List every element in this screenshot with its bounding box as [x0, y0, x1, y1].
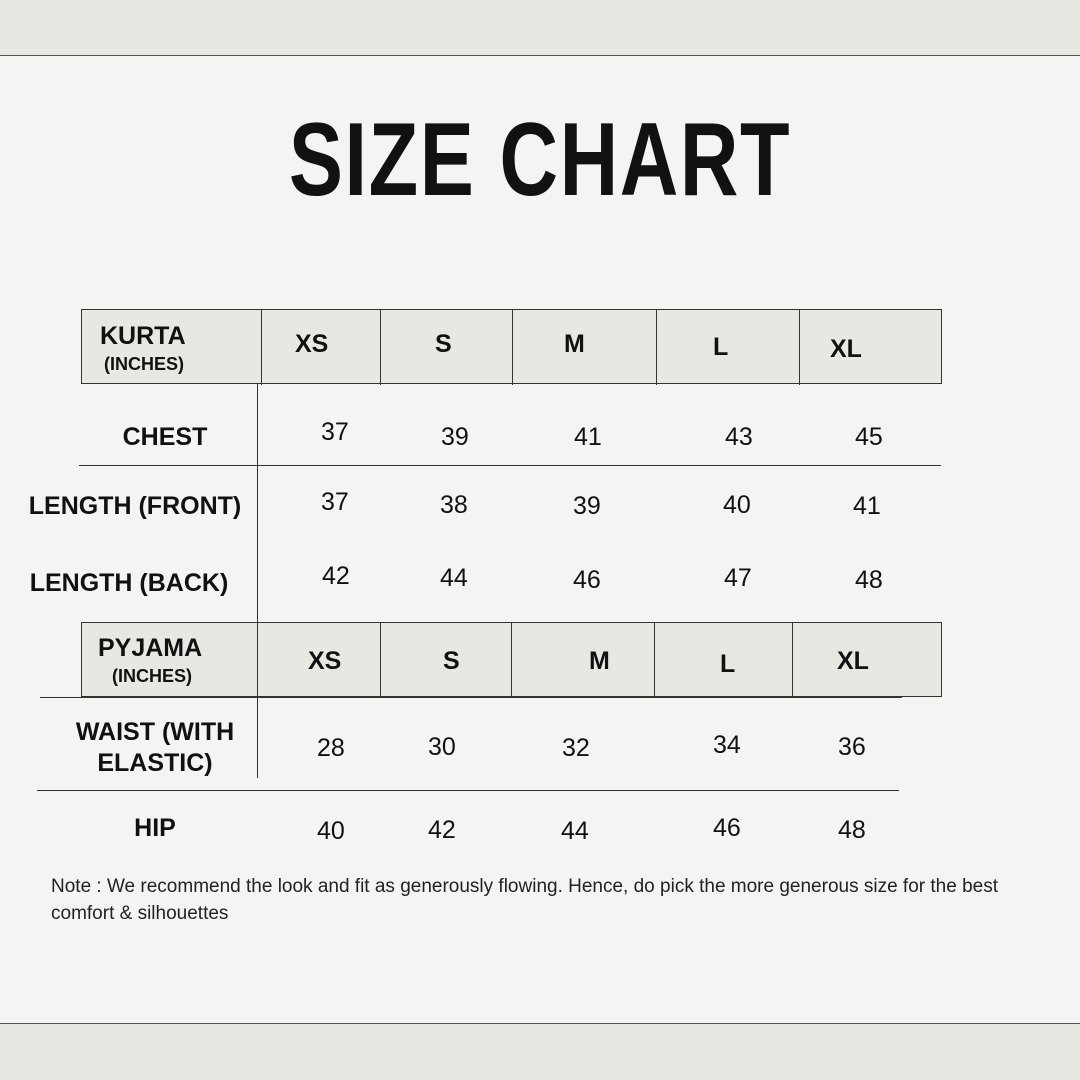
value-cell: 30	[428, 733, 456, 761]
pyjama-size-l	[655, 623, 793, 698]
row-label-waist	[60, 717, 250, 780]
value-cell: 48	[855, 566, 883, 594]
size-label: M	[564, 330, 585, 358]
size-label: L	[720, 650, 736, 678]
pyjama-title: PYJAMA	[98, 634, 203, 662]
row-label-line: ELASTIC)	[97, 749, 213, 778]
value-cell: 32	[562, 734, 590, 762]
row-label-length-back: LENGTH (BACK)	[29, 569, 229, 597]
kurta-label-divider	[257, 384, 258, 622]
value-cell: 44	[440, 564, 468, 592]
value-cell: 41	[853, 492, 881, 520]
value-cell: 42	[322, 562, 350, 590]
kurta-size-xl	[800, 310, 943, 385]
row-divider	[79, 465, 941, 466]
value-cell: 46	[573, 566, 601, 594]
value-cell: 36	[838, 733, 866, 761]
value-cell: 28	[317, 734, 345, 762]
value-cell: 48	[838, 816, 866, 844]
pyjama-size-xs	[258, 623, 381, 698]
kurta-header-label-cell	[82, 310, 262, 385]
row-label-length-front: LENGTH (FRONT)	[28, 492, 242, 520]
value-cell: 38	[440, 491, 468, 519]
fit-note: Note : We recommend the look and fit as generously flowing. Hence, do pick the more generous size for the best comfort & silhouettes	[51, 876, 998, 924]
value-cell: 47	[724, 564, 752, 592]
pyjama-size-xl	[793, 623, 943, 698]
value-cell: 42	[428, 816, 456, 844]
pyjama-label-divider	[257, 697, 258, 778]
kurta-size-xs	[262, 310, 381, 385]
value-cell: 45	[855, 423, 883, 451]
size-label: S	[443, 647, 460, 675]
value-cell: 46	[713, 814, 741, 842]
row-label-line: WAIST (WITH	[75, 718, 235, 746]
kurta-unit: (INCHES)	[104, 354, 184, 374]
value-cell: 40	[723, 491, 751, 519]
kurta-size-l	[657, 310, 800, 385]
kurta-header-row	[81, 309, 942, 384]
row-divider	[40, 697, 902, 698]
value-cell: 39	[573, 492, 601, 520]
size-label: XL	[837, 647, 869, 675]
size-label: XS	[308, 647, 342, 675]
kurta-title: KURTA	[100, 322, 186, 350]
pyjama-header-label-cell	[82, 623, 258, 698]
pyjama-size-m	[512, 623, 655, 698]
row-label-chest: CHEST	[122, 423, 208, 451]
pyjama-unit: (INCHES)	[112, 666, 192, 686]
value-cell: 34	[713, 731, 741, 759]
value-cell: 39	[441, 423, 469, 451]
value-cell: 43	[725, 423, 753, 451]
kurta-size-s	[381, 310, 513, 385]
size-label: M	[589, 647, 610, 675]
pyjama-header-row	[81, 622, 942, 697]
size-label: XL	[830, 335, 862, 363]
size-label: S	[435, 330, 452, 358]
size-label: XS	[295, 330, 329, 358]
size-label: L	[713, 333, 729, 361]
kurta-size-m	[513, 310, 657, 385]
page-title: SIZE CHART	[288, 102, 792, 218]
value-cell: 44	[561, 817, 589, 845]
value-cell: 37	[321, 418, 349, 446]
pyjama-size-s	[381, 623, 512, 698]
value-cell: 40	[317, 817, 345, 845]
row-divider	[37, 790, 899, 791]
row-label-hip: HIP	[134, 814, 176, 842]
value-cell: 37	[321, 488, 349, 516]
value-cell: 41	[574, 423, 602, 451]
